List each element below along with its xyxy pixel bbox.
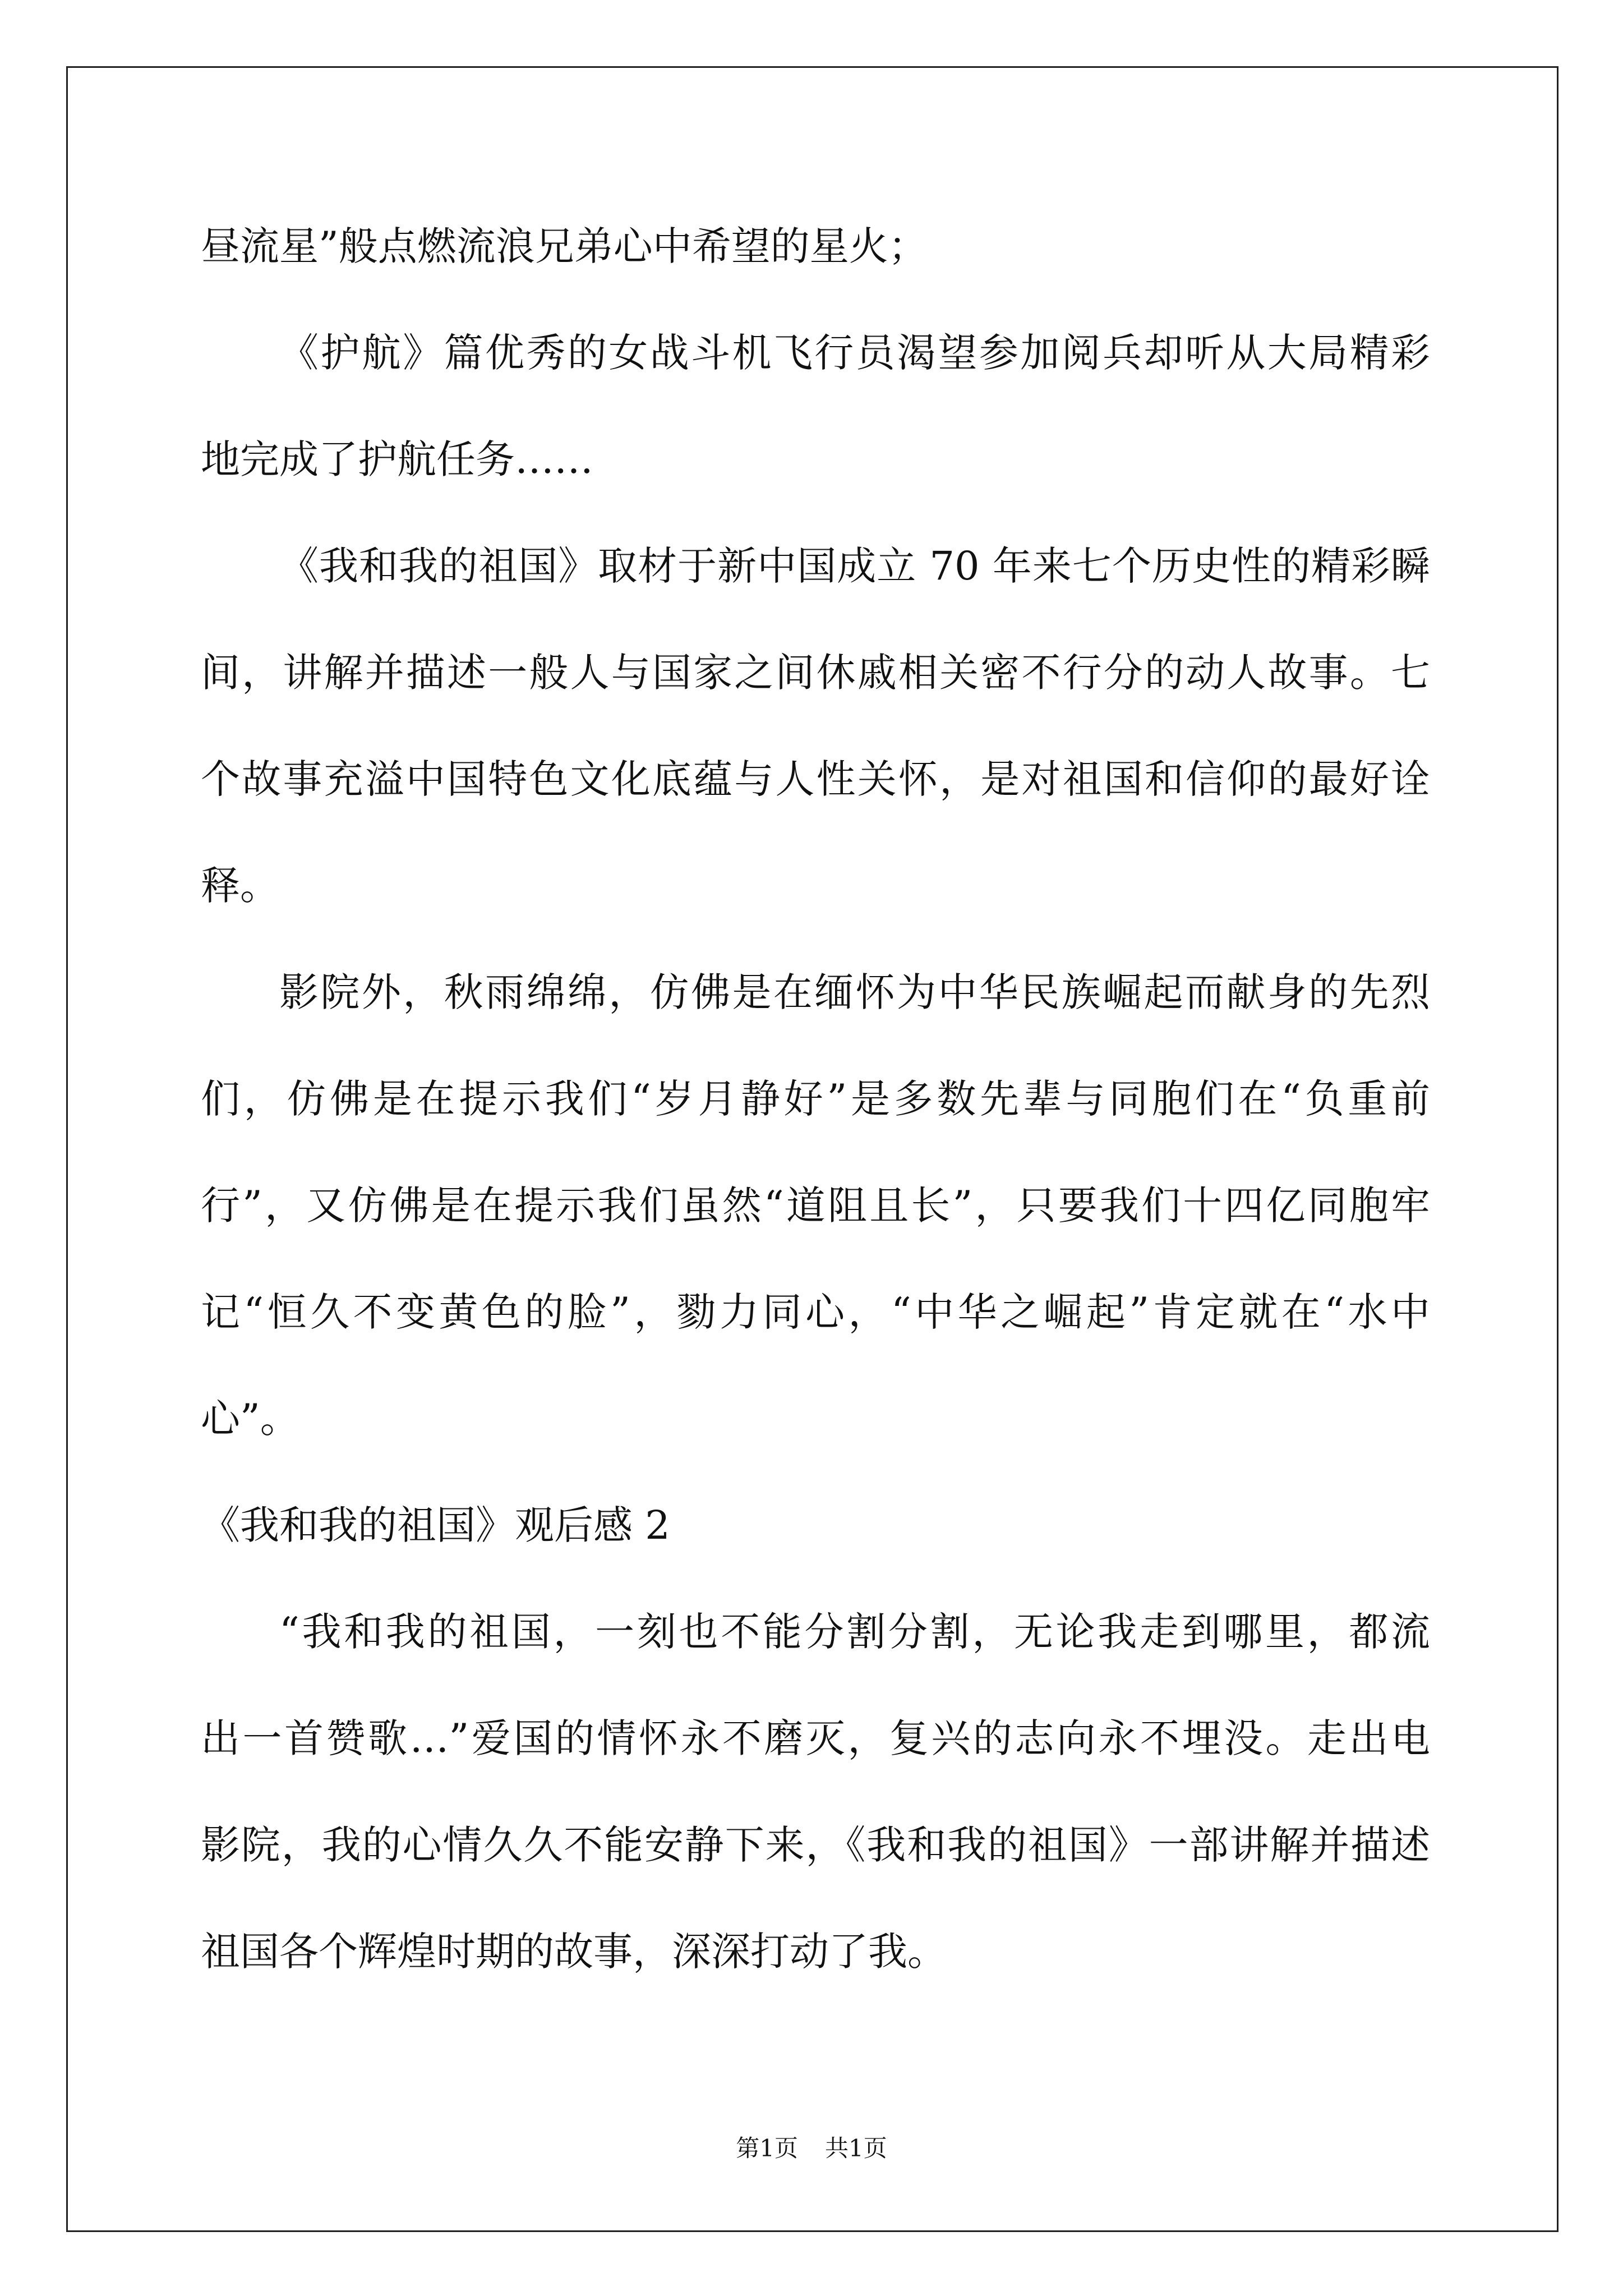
page-number-label: 第1页 (736, 2134, 798, 2162)
paragraph-line: 昼流星”般点燃流浪兄弟心中希望的星火； (201, 223, 928, 269)
paragraph-line: 记“恒久不变黄色的脸”，勠力同心，“中华之崛起”肯定就在“水中 (201, 1289, 1430, 1335)
paragraph-line: 祖国各个辉煌时期的故事，深深打动了我。 (201, 1929, 947, 1975)
paragraph-line: 释。 (201, 863, 279, 909)
paragraph-line: 《我和我的祖国》取材于新中国成立 70 年来七个历史性的精彩瞬 (279, 543, 1430, 589)
paragraph-line: 影院，我的心情久久不能安静下来，《我和我的祖国》一部讲解并描述 (201, 1822, 1430, 1868)
page-total-label: 共1页 (825, 2134, 887, 2162)
paragraph-line: 《护航》篇优秀的女战斗机飞行员渴望参加阅兵却听从大局精彩 (279, 330, 1430, 376)
paragraph-line: 们，仿佛是在提示我们“岁月静好”是多数先辈与同胞们在“负重前 (201, 1076, 1430, 1122)
paragraph-line: 地完成了护航任务…… (201, 436, 593, 482)
paragraph-line: 个故事充溢中国特色文化底蕴与人性关怀，是对祖国和信仰的最好诠 (201, 756, 1430, 802)
paragraph-line: 间，讲解并描述一般人与国家之间休戚相关密不行分的动人故事。七 (201, 650, 1430, 696)
page-footer (0, 2132, 1623, 2165)
paragraph-line: 出一首赞歌…”爱国的情怀永不磨灭，复兴的志向永不埋没。走出电 (201, 1715, 1430, 1761)
paragraph-line: 行”，又仿佛是在提示我们虽然“道阻且长”，只要我们十四亿同胞牢 (201, 1182, 1430, 1228)
section-heading: 《我和我的祖国》观后感 2 (201, 1502, 670, 1548)
paragraph-line: 影院外，秋雨绵绵，仿佛是在缅怀为中华民族崛起而献身的先烈 (279, 969, 1430, 1015)
document-body (201, 193, 1430, 2005)
paragraph-line: 心”。 (201, 1396, 299, 1442)
paragraph-line: “我和我的祖国，一刻也不能分割分割，无论我走到哪里，都流 (279, 1609, 1430, 1655)
